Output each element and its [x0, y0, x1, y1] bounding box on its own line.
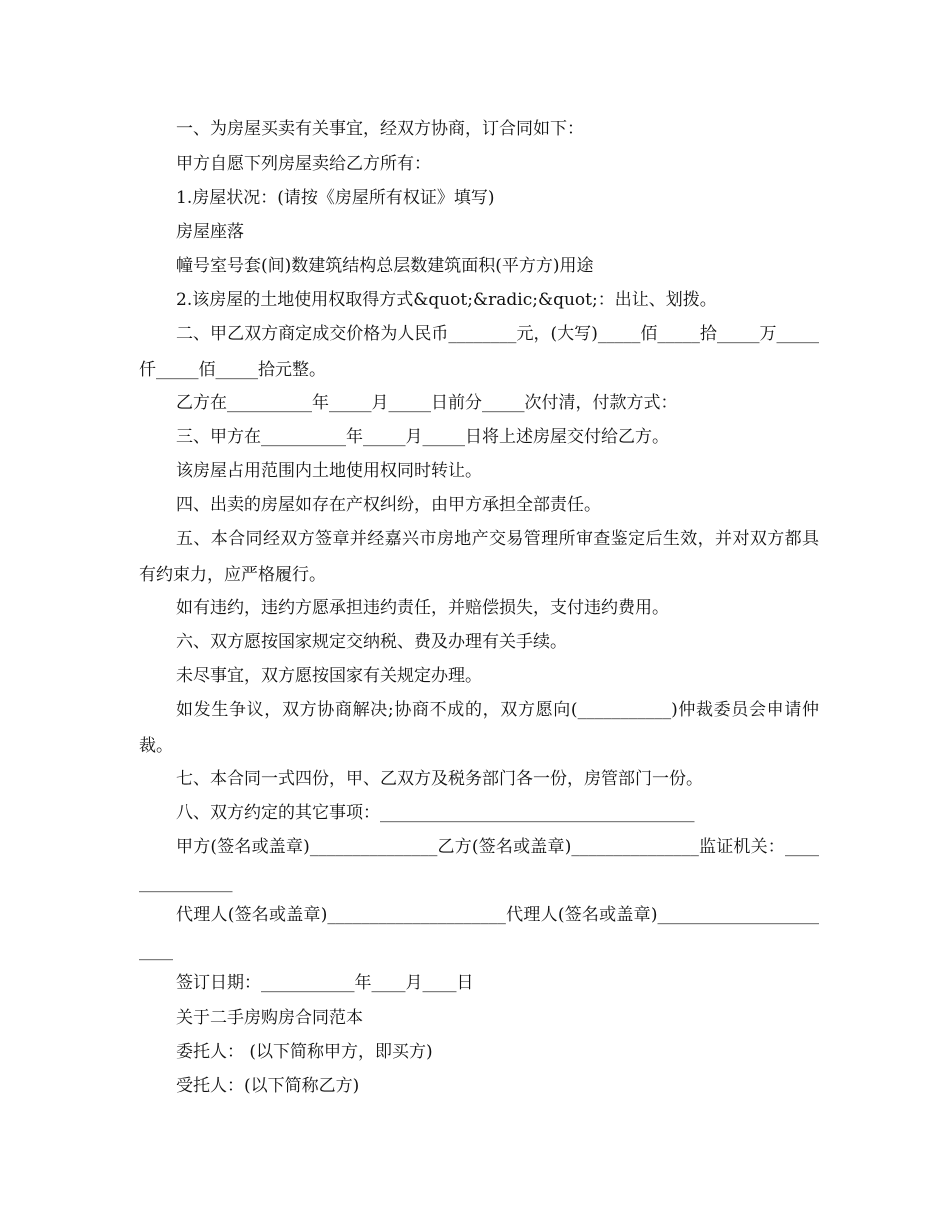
paragraph-20: [139, 898, 819, 969]
paragraph-text: 幢号室号套(间)数建筑结构总层数建筑面积(平方方)用途: [176, 256, 594, 276]
paragraph-24: [139, 1069, 819, 1105]
paragraph-text: 四、出卖的房屋如存在产权纠纷，由甲方承担全部责任。: [176, 495, 601, 515]
paragraph-12: [139, 522, 819, 593]
paragraph-2: [139, 147, 819, 183]
paragraph-text: 二、甲乙双方商定成交价格为人民币________元，(大写)_____佰_____拾_____万_____仟_____佰_____拾元整。: [139, 324, 819, 380]
paragraph-text: 乙方在__________年_____月_____日前分_____次付清，付款方式：: [176, 393, 678, 413]
paragraph-8: [139, 386, 819, 422]
paragraph-10: [139, 454, 819, 490]
paragraph-text: 代理人(签名或盖章)_____________________代理人(签名或盖章)_______________________: [139, 905, 819, 961]
paragraph-text: 2.该房屋的土地使用权取得方式&quot;&radic;&quot;：出让、划拨。: [176, 290, 717, 310]
paragraph-3: [139, 181, 819, 217]
paragraph-text: 受托人：(以下简称乙方): [176, 1076, 360, 1096]
paragraph-4: [139, 215, 819, 251]
paragraph-18: [139, 796, 819, 832]
paragraph-19: [139, 830, 819, 901]
paragraph-text: 甲方自愿下列房屋卖给乙方所有：: [176, 154, 431, 174]
paragraph-5: [139, 249, 819, 285]
paragraph-text: 关于二手房购房合同范本: [176, 1008, 363, 1028]
paragraph-text: 六、双方愿按国家规定交纳税、费及办理有关手续。: [176, 632, 567, 652]
paragraph-17: [139, 762, 819, 798]
paragraph-9: [139, 420, 819, 456]
paragraph-7: [139, 317, 819, 388]
paragraph-11: [139, 488, 819, 524]
paragraph-text: 未尽事宜，双方愿按国家有关规定办理。: [176, 666, 482, 686]
paragraph-22: [139, 1001, 819, 1037]
paragraph-text: 房屋座落: [176, 222, 244, 242]
paragraph-1: [139, 112, 819, 148]
paragraph-text: 该房屋占用范围内土地使用权同时转让。: [176, 461, 482, 481]
paragraph-6: [139, 283, 819, 319]
paragraph-text: 八、双方约定的其它事项：_____________________________________: [176, 803, 695, 823]
paragraph-23: [139, 1035, 819, 1071]
paragraph-16: [139, 693, 819, 764]
paragraph-13: [139, 591, 819, 627]
paragraph-text: 甲方(签名或盖章)_______________乙方(签名或盖章)_______________监证机关：_______________: [139, 837, 819, 893]
paragraph-text: 1.房屋状况：(请按《房屋所有权证》填写): [176, 188, 495, 208]
paragraph-15: [139, 659, 819, 695]
paragraph-text: 一、为房屋买卖有关事宜，经双方协商，订合同如下：: [176, 119, 584, 139]
paragraph-text: 如发生争议，双方协商解决;协商不成的，双方愿向(___________)仲裁委员会申请仲裁。: [139, 700, 819, 756]
paragraph-14: [139, 625, 819, 661]
paragraph-text: 如有违约，违约方愿承担违约责任，并赔偿损失，支付违约费用。: [176, 598, 669, 618]
paragraph-21: [139, 966, 819, 1002]
paragraph-text: 三、甲方在__________年_____月_____日将上述房屋交付给乙方。: [176, 427, 669, 447]
paragraph-text: 委托人： (以下简称甲方，即买方): [176, 1042, 433, 1062]
paragraph-text: 五、本合同经双方签章并经嘉兴市房地产交易管理所审查鉴定后生效，并对双方都具有约束力，应严格履行。: [139, 529, 819, 585]
paragraph-text: 七、本合同一式四份，甲、乙双方及税务部门各一份，房管部门一份。: [176, 769, 703, 789]
paragraph-text: 签订日期：___________年____月____日: [176, 973, 474, 993]
